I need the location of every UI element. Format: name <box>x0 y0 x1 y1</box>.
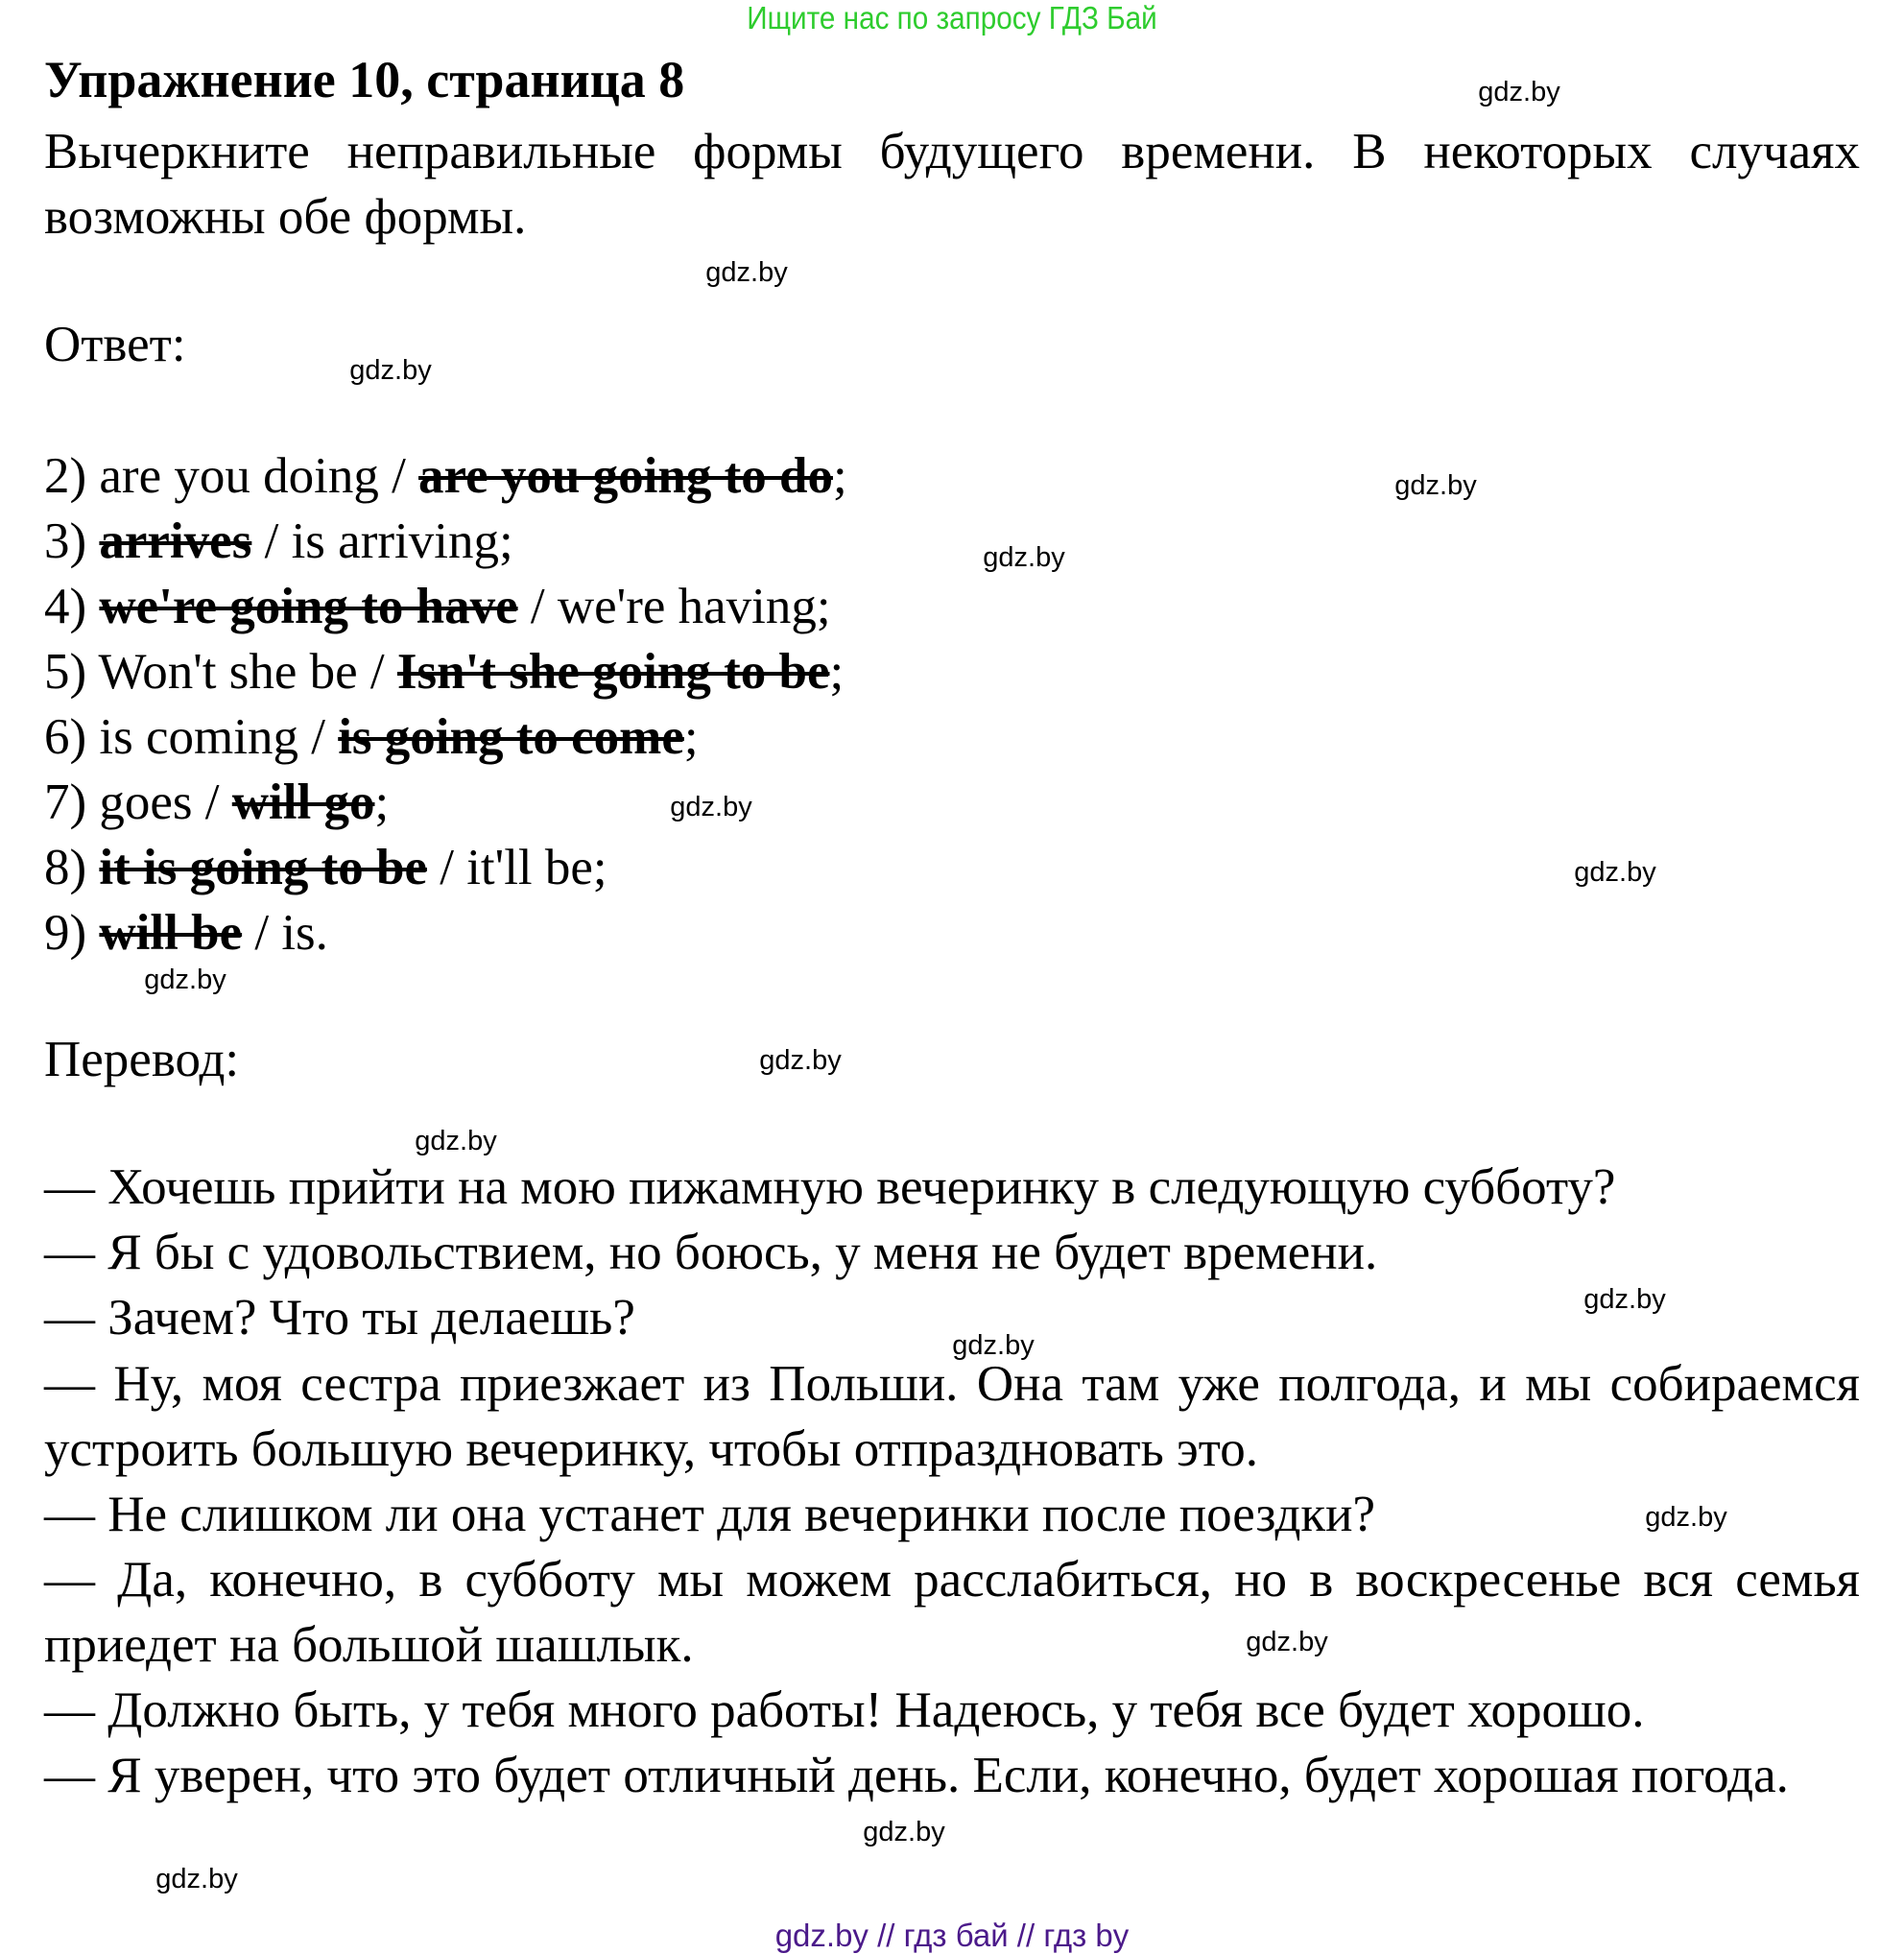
struck-option: Isn't she going to be <box>396 644 830 700</box>
answer-text: ; <box>683 709 699 765</box>
watermark: gdz.by <box>1583 1284 1666 1315</box>
watermark: gdz.by <box>349 355 432 386</box>
answer-text: / is arriving; <box>251 513 513 569</box>
watermark: gdz.by <box>863 1817 945 1847</box>
watermark: gdz.by <box>1478 77 1560 107</box>
watermark: gdz.by <box>1246 1627 1328 1657</box>
answer-item <box>44 509 513 574</box>
struck-option: arrives <box>99 513 252 569</box>
task-text: Вычеркните неправильные формы будущего времени. В некоторых случаях возможны обе формы. <box>44 124 1860 245</box>
answer-item <box>44 574 831 639</box>
translation-line: — Хочешь прийти на мою пижамную вечеринку в следующую субботу? <box>44 1159 1616 1215</box>
struck-option: are you going to do <box>418 448 833 504</box>
answer-item <box>44 835 607 900</box>
watermark: gdz.by <box>1574 857 1656 888</box>
footer-links[interactable]: gdz.by // гдз бай // гдз by <box>774 1918 1130 1953</box>
answer-text: 7) goes / <box>44 774 232 830</box>
answer-text: / is. <box>242 905 328 961</box>
watermark: gdz.by <box>952 1330 1035 1361</box>
watermark: gdz.by <box>705 257 788 288</box>
watermark: gdz.by <box>983 542 1065 573</box>
page-title: Упражнение 10, страница 8 <box>44 51 685 108</box>
translation-line: — Не слишком ли она устанет для вечеринки после поездки? <box>44 1487 1376 1542</box>
struck-option: will go <box>231 774 375 830</box>
answer-text: 5) Won't she be / <box>44 644 397 700</box>
answer-text: / it'll be; <box>426 840 607 895</box>
watermark: gdz.by <box>759 1045 842 1076</box>
answer-item <box>44 770 389 835</box>
translation-line: — Ну, моя сестра приезжает из Польши. Она там уже полгода, и мы собираемся устроить большую вечеринку, чтобы отпраздновать это. <box>44 1356 1860 1477</box>
struck-option: it is going to be <box>99 840 427 895</box>
watermark: gdz.by <box>1645 1502 1727 1533</box>
watermark: gdz.by <box>144 965 226 995</box>
answer-text: ; <box>832 448 847 504</box>
watermark: gdz.by <box>415 1126 497 1156</box>
struck-option: is going to come <box>338 709 684 765</box>
translation-line: — Я бы с удовольствием, но боюсь, у меня не будет времени. <box>44 1225 1378 1280</box>
watermark: gdz.by <box>1394 470 1477 501</box>
translation-line: — Да, конечно, в субботу мы можем расслабиться, но в воскресенье вся семья приедет на большой шашлык. <box>44 1552 1860 1673</box>
answer-text: 4) <box>44 579 100 634</box>
translation-line: — Должно быть, у тебя много работы! Надеюсь, у тебя все будет хорошо. <box>44 1682 1645 1738</box>
answer-item <box>44 704 699 770</box>
answer-item <box>44 443 847 509</box>
watermark: gdz.by <box>155 1864 238 1894</box>
translation-label: Перевод: <box>44 1032 240 1087</box>
answer-text: 6) is coming / <box>44 709 339 765</box>
watermark: gdz.by <box>670 792 752 822</box>
answer-text: / we're having; <box>517 579 831 634</box>
answer-text: 8) <box>44 840 100 895</box>
answer-label: Ответ: <box>44 317 186 372</box>
answer-text: ; <box>374 774 390 830</box>
answer-text: ; <box>829 644 845 700</box>
translation-line: — Зачем? Что ты делаешь? <box>44 1290 635 1346</box>
answer-text: 9) <box>44 905 100 961</box>
answer-text: 2) are you doing / <box>44 448 419 504</box>
struck-option: we're going to have <box>99 579 518 634</box>
answer-item <box>44 639 844 704</box>
struck-option: will be <box>99 905 243 961</box>
translation-line: — Я уверен, что это будет отличный день. Если, конечно, будет хорошая погода. <box>44 1748 1789 1803</box>
answer-text: 3) <box>44 513 100 569</box>
search-banner: Ищите нас по запросу ГДЗ Бай <box>747 0 1157 36</box>
answer-item <box>44 900 328 965</box>
